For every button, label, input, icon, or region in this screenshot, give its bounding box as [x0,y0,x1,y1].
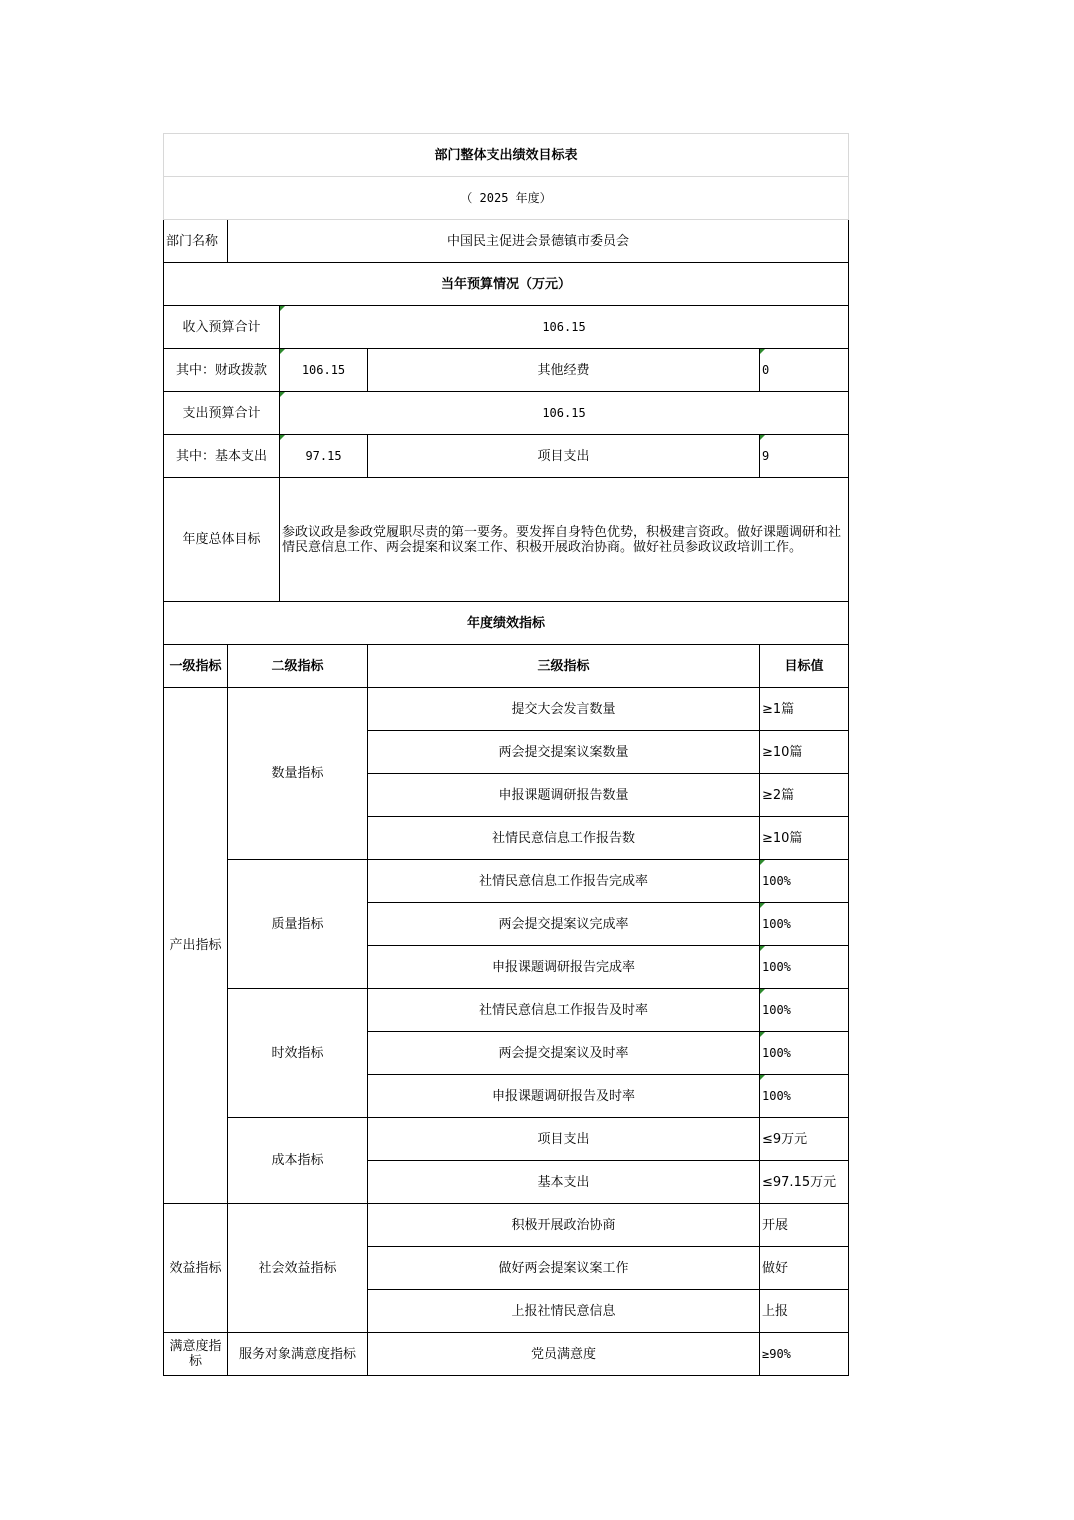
fiscal-row [164,349,849,392]
income-total-value: 106.15 [280,306,849,349]
table-row [164,1333,849,1376]
basic-row [164,435,849,478]
col-level1: 一级指标 [164,645,228,688]
level2-cost: 成本指标 [228,1118,368,1204]
target-value: ≥90% [760,1333,849,1376]
target-value: ≥1篇 [760,688,849,731]
level3-name: 基本支出 [368,1161,760,1204]
sheet-year: （ 2025 年度） [164,177,849,220]
target-value: ≥10篇 [760,731,849,774]
level1-benefit: 效益指标 [164,1204,228,1333]
target-value: ≥10篇 [760,817,849,860]
level2-quality: 质量指标 [228,860,368,989]
target-value: ≤9万元 [760,1118,849,1161]
project-label: 项目支出 [368,435,760,478]
year-row [164,177,849,220]
indicators-header: 年度绩效指标 [164,602,849,645]
level3-name: 两会提交提案议及时率 [368,1032,760,1075]
expense-total-value: 106.15 [280,392,849,435]
dept-value: 中国民主促进会景德镇市委员会 [228,220,849,263]
target-value: 上报 [760,1290,849,1333]
table-row [164,989,849,1032]
target-value: ≥2篇 [760,774,849,817]
target-value: 100% [760,1075,849,1118]
target-value: 100% [760,989,849,1032]
target-value: 做好 [760,1247,849,1290]
income-total-row [164,306,849,349]
title-row [164,134,849,177]
level2-quantity: 数量指标 [228,688,368,860]
performance-target-sheet [163,133,848,1376]
target-value: 100% [760,860,849,903]
goal-text: 参政议政是参政党履职尽责的第一要务。要发挥自身特色优势，积极建言资政。做好课题调研和社情民意信息工作、两会提案和议案工作、积极开展政治协商。做好社员参政议政培训工作。 [280,478,849,602]
level2-timeliness: 时效指标 [228,989,368,1118]
level3-name: 申报课题调研报告完成率 [368,946,760,989]
expense-total-row [164,392,849,435]
level3-name: 做好两会提案议案工作 [368,1247,760,1290]
table-row [164,1118,849,1161]
budget-header-row [164,263,849,306]
income-total-label: 收入预算合计 [164,306,280,349]
level3-name: 提交大会发言数量 [368,688,760,731]
col-level3: 三级指标 [368,645,760,688]
performance-target-table [163,133,849,1376]
target-value: 开展 [760,1204,849,1247]
level3-name: 积极开展政治协商 [368,1204,760,1247]
target-value: ≤97.15万元 [760,1161,849,1204]
level3-name: 党员满意度 [368,1333,760,1376]
level1-satisfaction: 满意度指标 [164,1333,228,1376]
level3-name: 项目支出 [368,1118,760,1161]
level3-name: 申报课题调研报告及时率 [368,1075,760,1118]
other-value: 0 [760,349,849,392]
level3-name: 申报课题调研报告数量 [368,774,760,817]
basic-value: 97.15 [280,435,368,478]
table-row [164,688,849,731]
level3-name: 社情民意信息工作报告及时率 [368,989,760,1032]
level3-name: 社情民意信息工作报告数 [368,817,760,860]
fiscal-label: 其中：财政拨款 [164,349,280,392]
goal-row [164,478,849,602]
indicators-column-row [164,645,849,688]
basic-label: 其中：基本支出 [164,435,280,478]
level3-name: 上报社情民意信息 [368,1290,760,1333]
table-row [164,1204,849,1247]
col-level2: 二级指标 [228,645,368,688]
indicators-header-row [164,602,849,645]
level1-output: 产出指标 [164,688,228,1204]
fiscal-value: 106.15 [280,349,368,392]
target-value: 100% [760,1032,849,1075]
level2-service: 服务对象满意度指标 [228,1333,368,1376]
level3-name: 社情民意信息工作报告完成率 [368,860,760,903]
other-label: 其他经费 [368,349,760,392]
budget-header: 当年预算情况（万元） [164,263,849,306]
target-value: 100% [760,903,849,946]
level3-name: 两会提交提案议完成率 [368,903,760,946]
level2-social: 社会效益指标 [228,1204,368,1333]
target-value: 100% [760,946,849,989]
expense-total-label: 支出预算合计 [164,392,280,435]
dept-row [164,220,849,263]
col-target: 目标值 [760,645,849,688]
dept-label: 部门名称 [164,220,228,263]
level3-name: 两会提交提案议案数量 [368,731,760,774]
sheet-title: 部门整体支出绩效目标表 [164,134,849,177]
table-row [164,860,849,903]
goal-label: 年度总体目标 [164,478,280,602]
project-value: 9 [760,435,849,478]
